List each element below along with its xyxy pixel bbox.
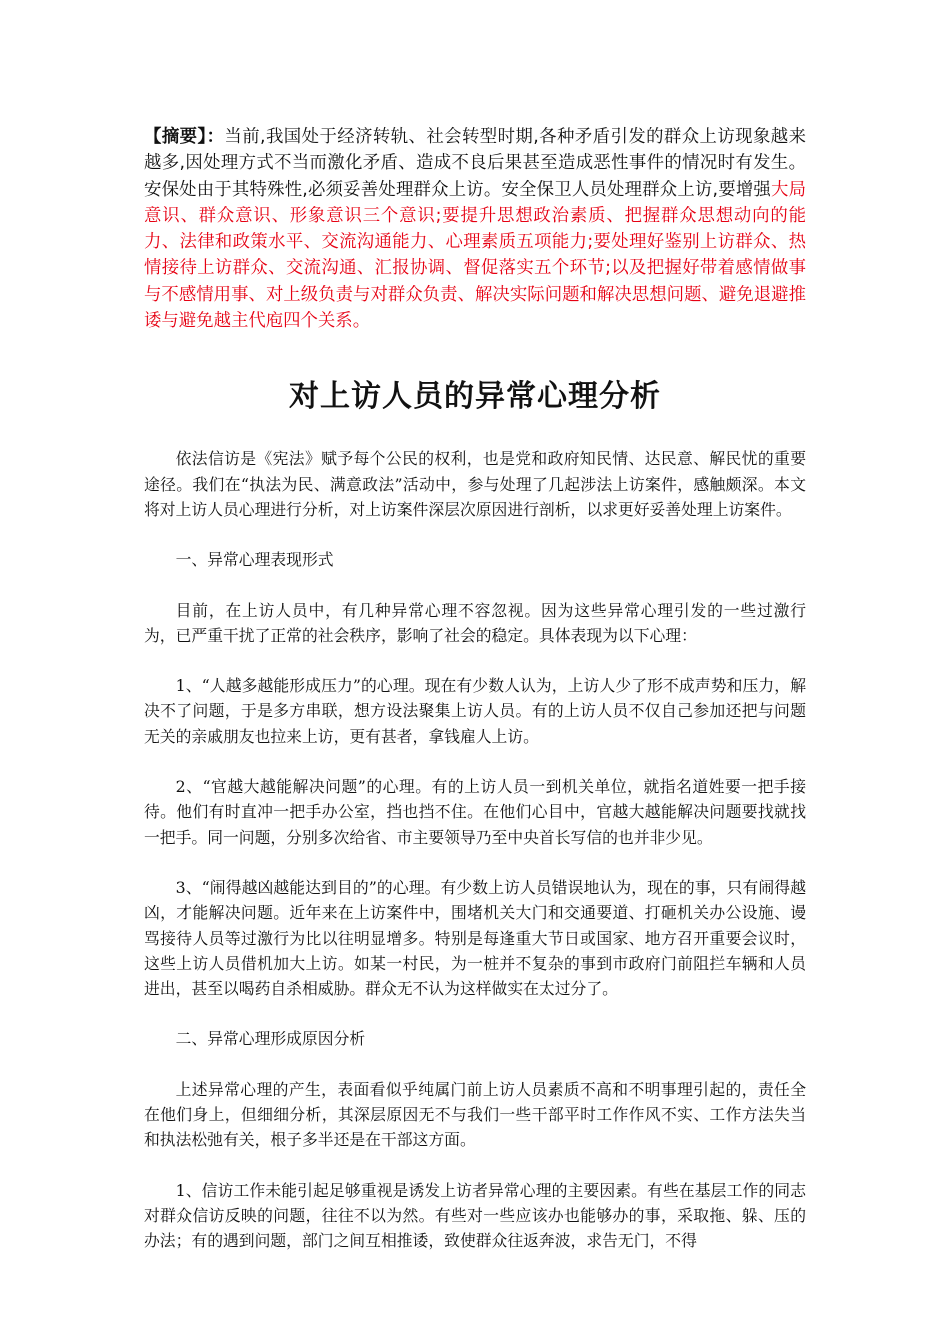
list-item-2: 2、“官越大越能解决问题”的心理。有的上访人员一到机关单位，就指名道姓要一把手接待。他们有时直冲一把手办公室，挡也挡不住。在他们心目中，官越大越能解决问题要找就找一把手。同一问题，分别多次给省、市主要领导乃至中央首长写信的也并非少见。 xyxy=(144,777,806,847)
abstract-label: 【摘要】 xyxy=(144,127,207,147)
abstract-text: 当前,我国处于经济转轨、社会转型时期,各种矛盾引发的群众上访现象越来越多,因处理方式不当而激化矛盾、造成不良后果甚至造成恶性事件的情况时有发生。安保处由于其特殊性,必须妥善处理群众上访。安全保卫人员处理群众上访,要增强 xyxy=(144,127,806,200)
abstract-highlight: 大局意识、群众意识、形象意识三个意识;要提升思想政治素质、把握群众思想动向的能力、法律和政策水平、交流沟通能力、心理素质五项能力;要处理好鉴别上访群众、热情接待上访群众、交流沟通、汇报协调、督促落实五个环节;以及把握好带着感情做事与不感情用事、对上级负责与对群众负责、解决实际问题和解决思想问题、避免退避推诿与避免越主代庖四个关系。 xyxy=(144,179,806,332)
list-item-cause-1: 1、信访工作未能引起足够重视是诱发上访者异常心理的主要因素。有些在基层工作的同志对群众信访反映的问题，往往不以为然。有些对一些应该办也能够办的事，采取拖、躲、压的办法；有的遇到问题，部门之间互相推诿，致使群众往返奔波，求告无门，不得 xyxy=(144,1180,806,1251)
list-item-1: 1、“人越多越能形成压力”的心理。现在有少数人认为，上访人少了形不成声势和压力，解决不了问题，于是多方串联，想方设法聚集上访人员。有的上访人员不仅自己参加还把与问题无关的亲戚朋友也拉来上访，更有甚者，拿钱雇人上访。 xyxy=(144,676,806,746)
abstract-colon: ： xyxy=(206,127,225,147)
body-paragraph: 上述异常心理的产生，表面看似乎纯属门前上访人员素质不高和不明事理引起的，责任全在他们身上，但细细分析，其深层原因无不与我们一些干部平时工作作风不实、工作方法失当和执法松弛有关，根子多半还是在干部这方面。 xyxy=(144,1079,806,1150)
abstract xyxy=(144,124,806,334)
section-heading-2: 二、异常心理形成原因分析 xyxy=(175,1029,366,1049)
article-title: 对上访人员的异常心理分析 xyxy=(289,379,661,415)
list-item-3: 3、“闹得越凶越能达到目的”的心理。有少数上访人员错误地认为，现在的事，只有闹得越凶，才能解决问题。近年来在上访案件中，围堵机关大门和交通要道、打砸机关办公设施、谩骂接待人员等过激行为比以往明显增多。特别是每逢重大节日或国家、地方召开重要会议时，这些上访人员借机加大上访。如某一村民，为一桩并不复杂的事到市政府门前阻拦车辆和人员进出，甚至以喝药自杀相威胁。群众无不认为这样做实在太过分了。 xyxy=(144,877,806,999)
body-paragraph: 目前，在上访人员中，有几种异常心理不容忽视。因为这些异常心理引发的一些过激行为，已严重干扰了正常的社会秩序，影响了社会的稳定。具体表现为以下心理： xyxy=(144,600,806,645)
intro-paragraph: 依法信访是《宪法》赋予每个公民的权利，也是党和政府知民情、达民意、解民忧的重要途径。我们在“执法为民、满意政法”活动中，参与处理了几起涉法上访案件，感触颇深。本文将对上访人员心理进行分析，对上访案件深层次原因进行剖析，以求更好妥善处理上访案件。 xyxy=(144,449,806,519)
section-heading-1: 一、异常心理表现形式 xyxy=(175,550,334,570)
